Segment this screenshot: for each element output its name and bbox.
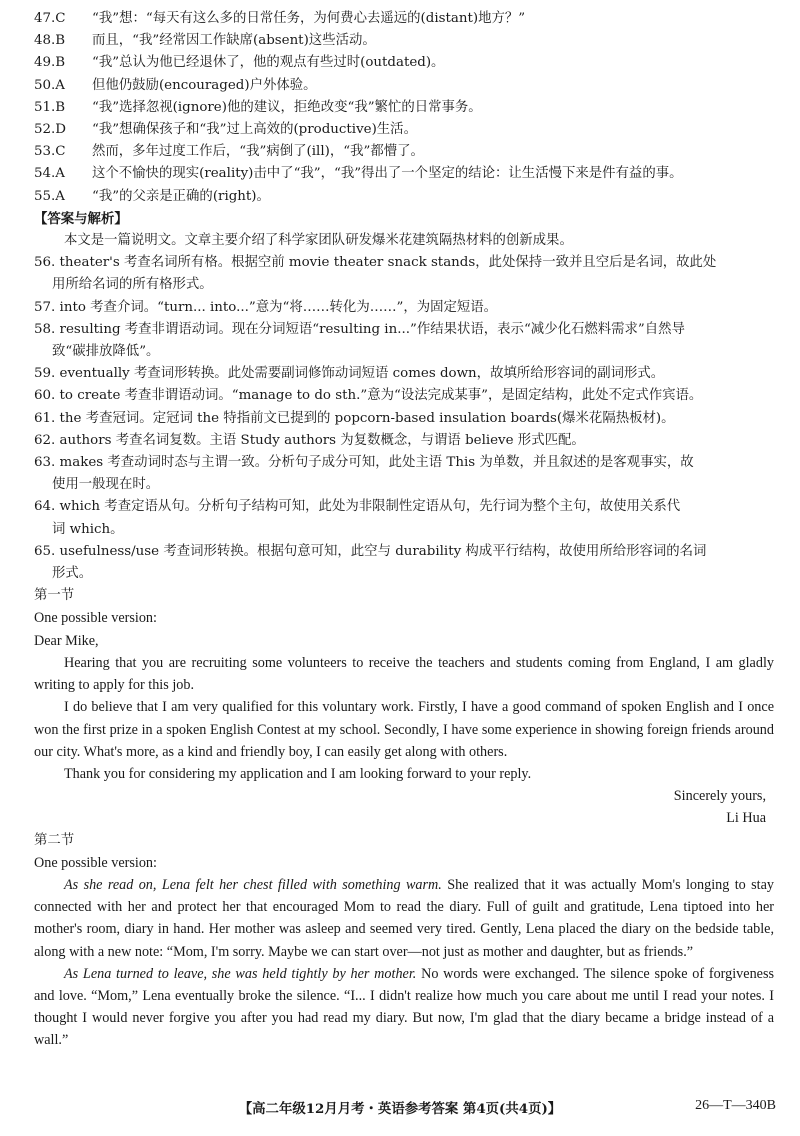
letter-paragraph: I do believe that I am very qualified for this voluntary work. Firstly, I have a good command of spoken English and I once won the first prize in a spoken English Contest at my school. Secondly, I have some experience in showing foreign friends around our city. What's more, as a kind and friendly boy, I can easily get along with others. xyxy=(34,699,774,760)
answer-sheet-page xyxy=(34,8,774,1052)
explanation-line: 64. which 考查定语从句。分析句子结构可知，此处为非限制性定语从句，先行词为整个主句，故使用关系代 xyxy=(34,499,681,515)
answer-number: 54.A xyxy=(34,166,65,182)
answer-explanation: 而且，“我”经常因工作缺席(absent)这些活动。 xyxy=(92,33,376,49)
letter-signature: Li Hua xyxy=(726,810,766,827)
answer-explanation: “我”选择忽视(ignore)他的建议，拒绝改变“我”繁忙的日常事务。 xyxy=(92,99,482,115)
letter-paragraph: Hearing that you are recruiting some volunteers to receive the teachers and students coming from England, I am gladly writing to apply for this job. xyxy=(34,654,774,694)
explanation-line: 使用一般现在时。 xyxy=(52,477,160,493)
version-label: One possible version: xyxy=(34,854,157,871)
letter-paragraph: Thank you for considering my application and I am looking forward to your reply. xyxy=(64,765,532,782)
explanation-line: 61. the 考查冠词。定冠词 the 特指前文已提到的 popcorn-based insulation boards(爆米花隔热板材)。 xyxy=(34,410,675,426)
explanation-line: 用所给名词的所有格形式。 xyxy=(52,277,213,293)
footer-code: 26—T—340B xyxy=(695,1098,776,1113)
given-opening-sentence: As Lena turned to leave, she was held tightly by her mother. xyxy=(64,965,417,982)
answer-item xyxy=(34,186,774,208)
story-paragraph xyxy=(34,963,774,1052)
answer-explanation: “我”的父亲是正确的(right)。 xyxy=(92,188,270,204)
explanation-line: 63. makes 考查动词时态与主谓一致。分析句子成分可知，此处主语 This 为单数，并且叙述的是客观事实，故 xyxy=(34,455,694,471)
footer-title: 【高二年级12月月考・英语参考答案 第4页(共4页)】 xyxy=(238,1101,562,1117)
explanation-line: 词 which。 xyxy=(52,521,124,537)
story-text: No words were exchanged. The silence spoke of forgiveness and love. “Mom,” Lena eventually broke the silence. “I... I didn't realize how much you care about me until I read your notes. I thought I would never forgive you after you had read my diary. But now, I'm glad that the diary became a bridge instead of a wall.” xyxy=(34,965,775,1049)
answer-number: 51.B xyxy=(34,99,66,115)
answer-number: 47.C xyxy=(34,11,66,26)
answer-number: 52.D xyxy=(34,122,67,138)
page-footer xyxy=(0,1098,800,1122)
passage-intro: 本文是一篇说明文。文章主要介绍了科学家团队研发爆米花建筑隔热材料的创新成果。 xyxy=(64,233,573,249)
answer-explanation: “我”想：“每天有这么多的日常任务，为何费心去遥远的(distant)地方？” xyxy=(92,11,526,26)
answer-list xyxy=(34,8,774,208)
explanation-list xyxy=(34,252,774,585)
answer-number: 55.A xyxy=(34,188,65,204)
part-heading: 第一节 xyxy=(34,588,75,604)
writing-part-two xyxy=(34,830,774,1052)
answer-item xyxy=(34,97,774,119)
answer-item xyxy=(34,8,774,30)
answer-number: 53.C xyxy=(34,144,66,160)
section-heading: 【答案与解析】 xyxy=(34,210,128,227)
writing-part-one xyxy=(34,585,774,829)
answer-number: 50.A xyxy=(34,77,65,93)
answer-item xyxy=(34,75,774,97)
answer-explanation: “我”总认为他已经退休了，他的观点有些过时(outdated)。 xyxy=(92,55,445,71)
answer-item xyxy=(34,119,774,141)
explanation-line: 致“碳排放降低”。 xyxy=(52,344,160,360)
answer-explanation: 然而，多年过度工作后，“我”病倒了(ill)，“我”都懵了。 xyxy=(92,144,424,160)
answer-explanation: 这个不愉快的现实(reality)击中了“我”，“我”得出了一个坚定的结论：让生活慢下来是件有益的事。 xyxy=(92,166,683,182)
explanation-line: 57. into 考查介词。“turn... into...”意为“将……转化为……”，为固定短语。 xyxy=(34,299,498,315)
story-paragraph xyxy=(34,874,774,963)
answer-item xyxy=(34,52,774,74)
letter-salutation: Dear Mike, xyxy=(34,632,99,649)
given-opening-sentence: As she read on, Lena felt her chest filled with something warm. xyxy=(64,876,442,893)
part-heading: 第二节 xyxy=(34,832,75,848)
letter-closing: Sincerely yours, xyxy=(673,788,766,805)
version-label: One possible version: xyxy=(34,610,157,627)
answer-item xyxy=(34,141,774,163)
explanation-line: 59. eventually 考查词形转换。此处需要副词修饰动词短语 comes down，故填所给形容词的副词形式。 xyxy=(34,366,665,382)
answer-number: 49.B xyxy=(34,55,66,71)
answer-item xyxy=(34,30,774,52)
answer-explanation: “我”想确保孩子和“我”过上高效的(productive)生活。 xyxy=(92,122,417,138)
explanation-line: 形式。 xyxy=(52,566,93,582)
explanation-line: 56. theater's 考查名词所有格。根据空前 movie theater snack stands，此处保持一致并且空后是名词，故此处 xyxy=(34,255,717,271)
explanation-line: 65. usefulness/use 考查词形转换。根据句意可知，此空与 durability 构成平行结构，故使用所给形容词的名词 xyxy=(34,543,707,559)
explanation-line: 60. to create 考查非谓语动词。“manage to do sth.”意为“设法完成某事”，是固定结构，此处不定式作宾语。 xyxy=(34,388,703,404)
story-text: She realized that it was actually Mom's longing to stay connected with her and protect her that encouraged Mom to read the diary. Full of guilt and gratitude, Lena tiptoed into her mother's room, diary in hand. Her mother was asleep and seemed very tired. Gently, Lena placed the diary on the bedside table, along with a new note: “Mom, I'm sorry. Maybe we can start over—not just as mother and daughter, but as friends.” xyxy=(34,876,774,960)
answer-number: 48.B xyxy=(34,33,66,49)
answer-item xyxy=(34,163,774,185)
answer-explanation: 但他仍鼓励(encouraged)户外体验。 xyxy=(92,77,317,93)
explanation-line: 58. resulting 考查非谓语动词。现在分词短语“resulting in...”作结果状语，表示“减少化石燃料需求”自然导 xyxy=(34,321,685,337)
explanation-line: 62. authors 考查名词复数。主语 Study authors 为复数概念，与谓语 believe 形式匹配。 xyxy=(34,432,585,448)
